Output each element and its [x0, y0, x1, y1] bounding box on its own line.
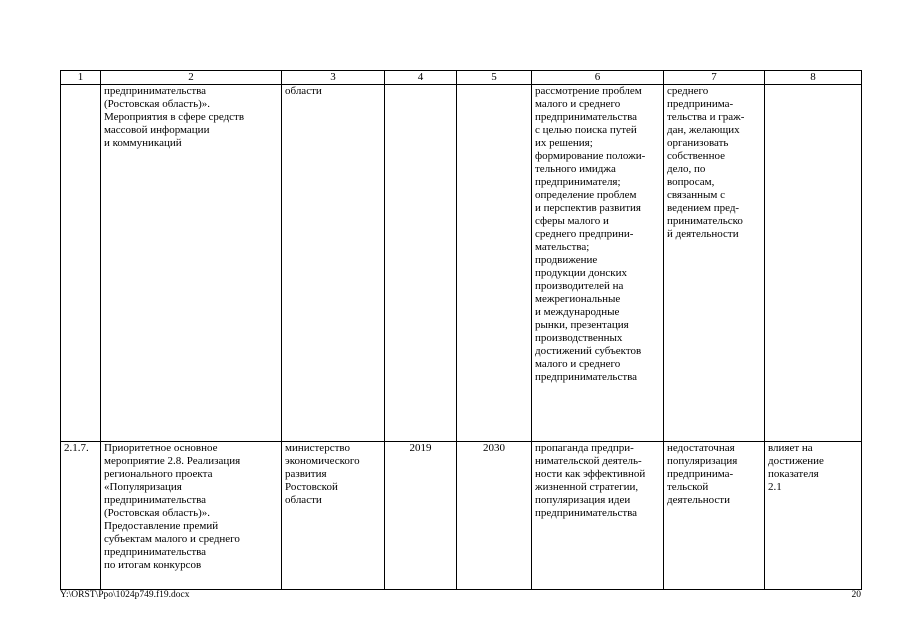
cell-text-line: влияет на — [768, 442, 813, 454]
cell-text-line: недостаточная — [667, 442, 735, 454]
executor-cell — [282, 442, 385, 590]
indicator-link-cell — [765, 85, 862, 442]
cell-text-line: предпринимателя; — [535, 176, 621, 188]
cell-text-line: предпринимательства — [104, 494, 207, 506]
cell-text-line: формирование положи- — [535, 150, 646, 162]
header-cell: 7 — [664, 71, 765, 85]
cell-text-line: нимательской деятель- — [535, 455, 642, 467]
cell-text-line: производственных — [535, 332, 623, 344]
cell-text-line: области — [285, 494, 322, 506]
cell-text-line: пропаганда предпри- — [535, 442, 634, 454]
indicator-link-cell — [765, 442, 862, 590]
cell-text-line: среднего предприни- — [535, 228, 634, 240]
cell-text-line: ведением пред- — [667, 202, 740, 214]
cell-text-line: популяризация идеи — [535, 494, 631, 506]
cell-text-line: и международные — [535, 306, 620, 318]
cell-text-line: предпринимательства — [535, 111, 638, 123]
cell-text-line: предпринима- — [667, 468, 734, 480]
cell-text-line: массовой информации — [104, 124, 210, 136]
end-year-cell: 2030 — [457, 442, 532, 590]
measures-table — [60, 70, 862, 590]
cell-text-line: Ростовской — [285, 481, 338, 493]
cell-text-line: достижений субъектов — [535, 345, 642, 357]
cell-text-line: экономического — [285, 455, 360, 467]
cell-text-line: тельской — [667, 481, 709, 493]
cell-text-line: й деятельности — [667, 228, 739, 240]
header-cell: 6 — [532, 71, 664, 85]
cell-text-line: по итогам конкурсов — [104, 559, 202, 571]
cell-text-line: предпринимательства — [104, 546, 207, 558]
cell-text-line: области — [285, 85, 322, 97]
file-path-footer: Y:\ORST\Ppo\1024p749.f19.docx — [60, 590, 190, 600]
cell-text-line: предпринимательства — [535, 507, 638, 519]
cell-text-line: (Ростовская область)». — [104, 98, 211, 110]
cell-text-line: организовать — [667, 137, 729, 149]
cell-text-line: мательства; — [535, 241, 590, 253]
start-year-cell — [385, 85, 457, 442]
page-number: 20 — [851, 590, 861, 600]
cell-text-line: деятельности — [667, 494, 730, 506]
cell-text-line: Приоритетное основное — [104, 442, 218, 454]
cell-text-line: и перспектив развития — [535, 202, 641, 214]
cell-text-line: и коммуникаций — [104, 137, 182, 149]
cell-text-line: «Популяризация — [104, 481, 182, 493]
consequences-cell — [664, 85, 765, 442]
consequences-cell — [664, 442, 765, 590]
cell-text-line: продвижение — [535, 254, 598, 266]
cell-text-line: принимательско — [667, 215, 743, 227]
measure-name-cell — [101, 85, 282, 442]
table-header-row — [61, 71, 862, 85]
cell-text-line: среднего — [667, 85, 709, 97]
cell-text-line: дело, по — [667, 163, 706, 175]
cell-text-line: определение проблем — [535, 189, 637, 201]
cell-text-line: тельства и граж- — [667, 111, 745, 123]
cell-text-line: ности как эффективной — [535, 468, 646, 480]
cell-text-line: показателя — [768, 468, 819, 480]
cell-text-line: сферы малого и — [535, 215, 609, 227]
header-cell: 3 — [282, 71, 385, 85]
header-cell: 4 — [385, 71, 457, 85]
cell-text-line: министерство — [285, 442, 351, 454]
cell-text-line: достижение — [768, 455, 824, 467]
cell-text-line: субъектам малого и среднего — [104, 533, 240, 545]
cell-text-line: популяризация — [667, 455, 738, 467]
cell-text-line: регионального проекта — [104, 468, 213, 480]
cell-text-line: предпринимательства — [104, 85, 207, 97]
cell-text-line: дан, желающих — [667, 124, 740, 136]
row-number-cell — [61, 85, 101, 442]
cell-text-line: тельного имиджа — [535, 163, 616, 175]
expected-result-cell — [532, 85, 664, 442]
header-cell: 8 — [765, 71, 862, 85]
header-cell: 5 — [457, 71, 532, 85]
cell-text-line: межрегиональные — [535, 293, 621, 305]
cell-text-line: производителей на — [535, 280, 624, 292]
cell-text-line: их решения; — [535, 137, 593, 149]
table-row — [61, 85, 862, 442]
cell-text-line: мероприятие 2.8. Реализация — [104, 455, 241, 467]
cell-text-line: с целью поиска путей — [535, 124, 637, 136]
cell-text-line: вопросам, — [667, 176, 715, 188]
cell-text-line: предпринима- — [667, 98, 734, 110]
measure-name-cell — [101, 442, 282, 590]
cell-text-line: развития — [285, 468, 327, 480]
cell-text-line: собственное — [667, 150, 725, 162]
executor-cell — [282, 85, 385, 442]
expected-result-cell — [532, 442, 664, 590]
start-year-cell: 2019 — [385, 442, 457, 590]
cell-text-line: Мероприятия в сфере средств — [104, 111, 245, 123]
cell-text-line: 2.1 — [768, 481, 782, 493]
row-number-cell: 2.1.7. — [61, 442, 101, 590]
cell-text-line: продукции донских — [535, 267, 628, 279]
cell-text-line: (Ростовская область)». — [104, 507, 211, 519]
cell-text-line: связанным с — [667, 189, 725, 201]
table-row — [61, 442, 862, 590]
header-cell: 1 — [61, 71, 101, 85]
cell-text-line: рынки, презентация — [535, 319, 629, 331]
end-year-cell — [457, 85, 532, 442]
cell-text-line: Предоставление премий — [104, 520, 219, 532]
cell-text-line: малого и среднего — [535, 358, 621, 370]
cell-text-line: малого и среднего — [535, 98, 621, 110]
cell-text-line: рассмотрение проблем — [535, 85, 642, 97]
cell-text-line: жизненной стратегии, — [535, 481, 639, 493]
cell-text-line: предпринимательства — [535, 371, 638, 383]
header-cell: 2 — [101, 71, 282, 85]
